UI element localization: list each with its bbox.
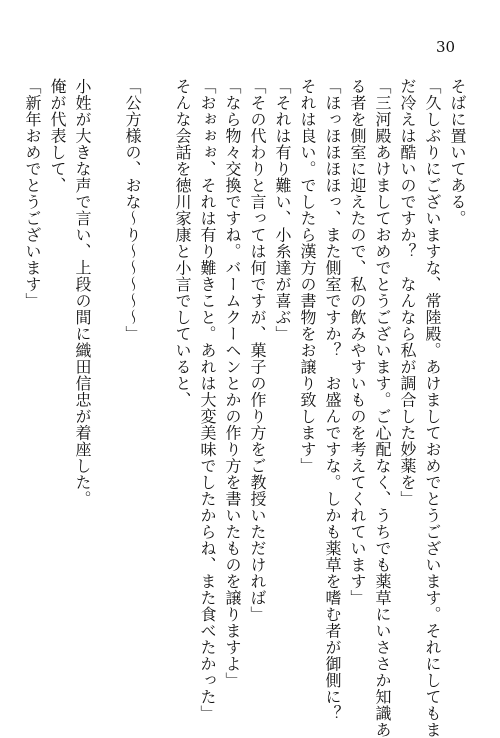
text-line-announcement: 「公方様の、おな～り～～～～～」 xyxy=(123,78,142,342)
text-line-9: 「その代わりと言っては何ですが、菓子の作り方をご教授いただければ」 xyxy=(248,78,267,623)
text-line-5: る者を側室に迎えたので、私の飲みやすいものを考えてくれています」 xyxy=(348,78,367,606)
text-line-8: 「それは有り難い、小糸達が喜ぶ」 xyxy=(273,78,292,342)
text-line-4: 「三河殿あけましておめでとうございます。ご心配なく、うちでも薬草にいささか知識あ xyxy=(373,78,392,738)
text-line-6: 「ほっほほほほっ、また側室ですか？ お盛んですな。しかも薬草を嗜む者が御側に？ xyxy=(323,78,342,722)
text-line-2: 「久しぶりにございますな、常陸殿。あけましておめでとうございます。それにしてもま xyxy=(423,78,442,738)
text-line-16: 俺が代表して、 xyxy=(48,78,67,194)
text-line-11: 「おぉぉぉ、それは有り難きこと。あれは大変美味でしたからね、また食べたかった」 xyxy=(198,78,217,722)
vertical-text-body xyxy=(20,78,470,738)
text-line-3: だ冷えは酷いのですか？ なんなら私が調合した妙薬を」 xyxy=(398,78,417,507)
text-line-12: そんな会話を徳川家康と小言でしていると、 xyxy=(173,78,192,408)
blank-line xyxy=(145,78,170,683)
page-number: 30 xyxy=(436,38,456,56)
text-line-7: それは良い。でしたら漢方の書物をお譲り致します」 xyxy=(298,78,317,474)
text-line-15: 小姓が大きな声で言い、上段の間に織田信忠が着座した。 xyxy=(73,78,92,507)
text-line-1: そばに置いてある。 xyxy=(448,78,467,227)
text-line-17: 「新年おめでとうございます」 xyxy=(23,78,42,309)
blank-line xyxy=(95,78,120,683)
text-line-10: 「なら物々交換ですね。バームクーヘンとかの作り方を書いたものを譲りますよ」 xyxy=(223,78,242,689)
